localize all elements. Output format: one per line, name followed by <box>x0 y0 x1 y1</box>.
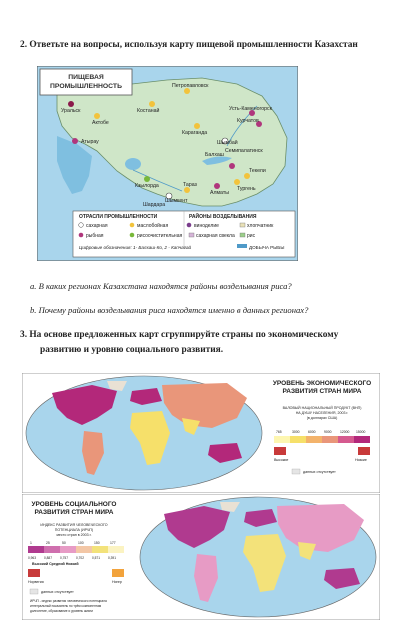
social-desc-line3: место стран в 2003 г. <box>56 533 92 537</box>
econ-scale-right: Низкие <box>355 458 367 462</box>
econ-nodata-label: данных отсутствует <box>303 470 336 474</box>
city-label: Тараз <box>183 182 197 188</box>
social-title-line2: РАЗВИТИЯ СТРАН МИРА <box>34 509 114 516</box>
city-marker <box>149 101 155 107</box>
econ-desc-line1: ВАЛОВЫЙ НАЦИОНАЛЬНЫЙ ПРОДУКТ (ВНП) <box>282 406 362 410</box>
city-label: Актобе <box>92 120 109 126</box>
econ-scale-swatch <box>290 436 306 443</box>
city-marker <box>194 123 200 129</box>
social-scale2-label: 0,702 <box>76 556 84 560</box>
social-scale-label: 25 <box>46 541 50 545</box>
social-scale2-label: 0,887 <box>44 556 52 560</box>
city-label: Костанай <box>137 108 160 114</box>
social-scale2-label: 0,757 <box>60 556 68 560</box>
social-scale-swatch <box>92 546 108 553</box>
econ-scale-label: 15000 <box>356 430 366 434</box>
city-label: Курчатов <box>237 118 259 124</box>
city-label: Петропавловск <box>172 83 209 89</box>
question-b: b. Почему районы возделывания риса находятся именно в данных регионах? <box>30 305 309 315</box>
map1-title-line1: ПИЩЕВАЯ <box>68 74 104 81</box>
social-scale-label: 50 <box>62 541 66 545</box>
city-marker <box>94 113 100 119</box>
econ-scale-swatch <box>354 436 370 443</box>
city-label: Семипалатинск <box>225 148 263 154</box>
social-scale2-label: 0,571 <box>92 556 100 560</box>
legend-item: виноделие <box>194 223 219 229</box>
econ-scale-label: 9000 <box>324 430 332 434</box>
social-scale2-label: 0,963 <box>28 556 36 560</box>
econ-desc-line2: НА ДУШУ НАСЕЛЕНИЯ, 2003 г. <box>295 411 349 415</box>
legend-swatch-wine <box>187 223 192 228</box>
city-marker <box>229 163 235 169</box>
city-label: Шымкент <box>165 198 188 204</box>
social-note-line1: ИРЧП - индекс развития человеческого потенциала <box>30 599 107 603</box>
social-desc-line2: ПОТЕНЦИАЛА (ИРЧП) <box>54 528 94 532</box>
legend-note: Цифровые обозначения: 1- Балхаш-Ко, 2 - Капчагай <box>79 245 192 250</box>
social-note-line3: долголетие, образование и уровень жизни <box>30 609 93 613</box>
social-scale-swatch <box>108 546 124 553</box>
econ-title-line2: РАЗВИТИЯ СТРАН МИРА <box>282 388 362 395</box>
legend-item: хлопчатник <box>247 223 274 229</box>
city-marker <box>234 179 240 185</box>
city-label: Шымбай <box>217 140 238 146</box>
econ-scale-swatch <box>338 436 354 443</box>
city-label: Балхаш <box>205 152 224 158</box>
social-scale-label: 100 <box>78 541 84 545</box>
city-label: Алматы <box>210 190 229 196</box>
aral-sea <box>125 158 141 170</box>
social-scale-label: 150 <box>94 541 100 545</box>
social-desc-line1: ИНДЕКС РАЗВИТИЯ ЧЕЛОВЕЧЕСКОГО <box>40 523 108 527</box>
econ-scale-swatch <box>322 436 338 443</box>
city-label: Текели <box>249 168 266 174</box>
social-nodata-swatch <box>30 589 38 594</box>
social-note-line2: интегральный показатель по трём компонентам <box>30 604 102 608</box>
city-label: Усть-Каменогорск <box>229 106 272 112</box>
econ-scale-swatch <box>306 436 322 443</box>
legend-extra: ДОБЫЧА РЫБЫ <box>249 245 285 250</box>
social-scale-label: 177 <box>110 541 116 545</box>
legend-item: рыбная <box>86 233 104 239</box>
city-marker <box>214 183 220 189</box>
econ-scale-label: 765 <box>276 430 282 434</box>
legend-swatch-sugar-beet <box>189 233 194 237</box>
map1-title-line2: ПРОМЫШЛЕННОСТЬ <box>50 83 122 90</box>
legend-swatch-sugar <box>79 223 84 228</box>
social-scale-swatch <box>44 546 60 553</box>
task3-line1: 3. На основе предложенных карт сгруппируйте страны по экономическому <box>20 330 339 340</box>
social-scale-left: Норвегия <box>28 580 44 584</box>
social-scale-label: 1 <box>30 541 32 545</box>
city-marker <box>144 176 150 182</box>
legend-swatch-rice-mill <box>130 233 135 238</box>
social-flag-right <box>112 569 124 577</box>
econ-flag-left <box>274 447 286 455</box>
social-title-line1: УРОВЕНЬ СОЦИАЛЬНОГО <box>31 501 117 508</box>
task2-heading: 2. Ответьте на вопросы, используя карту пищевой промышленности Казахстан <box>20 40 358 50</box>
econ-scale-swatch <box>274 436 290 443</box>
legend-item: сахарная свекла <box>196 233 235 239</box>
kazakhstan-food-industry-map <box>37 66 298 261</box>
legend-swatch-fishing <box>237 244 247 248</box>
legend-swatch-fish <box>79 233 84 238</box>
econ-nodata-swatch <box>292 469 300 474</box>
econ-desc-line3: (в долларах США) <box>306 416 338 420</box>
social-scale2-label: 0,391 <box>108 556 116 560</box>
econ-scale-label: 6000 <box>308 430 316 434</box>
legend-header-right: РАЙОНЫ ВОЗДЕЛЫВАНИЯ <box>189 214 257 220</box>
social-scale-swatch <box>76 546 92 553</box>
city-label: Тургень <box>237 186 256 192</box>
legend-item: сахарная <box>86 223 108 229</box>
social-flag-left <box>28 569 40 577</box>
social-nodata-label: данных отсутствует <box>41 590 74 594</box>
legend-swatch-rice <box>240 233 245 237</box>
legend-item: рис <box>247 233 256 239</box>
city-label: Уральск <box>61 108 81 114</box>
legend-swatch-oil <box>130 223 135 228</box>
social-groups: Высокий Средний Низкий <box>32 562 79 566</box>
question-a: a. В каких регионах Казахстана находятся районы возделывания риса? <box>30 281 292 291</box>
econ-scale-label: 12000 <box>340 430 350 434</box>
city-marker <box>72 138 78 144</box>
legend-header-left: ОТРАСЛИ ПРОМЫШЛЕННОСТИ <box>79 214 158 220</box>
economic-development-world-map <box>22 373 380 493</box>
econ-scale-label: 3000 <box>292 430 300 434</box>
social-scale-swatch <box>60 546 76 553</box>
legend-item: рисоочистительная <box>137 233 183 239</box>
city-marker <box>68 101 74 107</box>
city-label: Кзылорда <box>135 183 159 189</box>
city-label: Караганда <box>182 130 208 136</box>
social-scale-swatch <box>28 546 44 553</box>
task3-line2: развитию и уровню социального развития. <box>40 345 224 355</box>
social-scale-right: Нигер <box>112 580 122 584</box>
social-development-world-map <box>22 494 380 620</box>
city-label: Атырау <box>81 139 99 145</box>
econ-flag-right <box>358 447 370 455</box>
city-label: Шардара <box>143 202 166 208</box>
econ-title-line1: УРОВЕНЬ ЭКОНОМИЧЕСКОГО <box>272 380 372 387</box>
legend-item: маслобойная <box>137 223 169 229</box>
legend-swatch-cotton <box>240 223 245 227</box>
econ-scale-left: Высокие <box>274 458 289 462</box>
